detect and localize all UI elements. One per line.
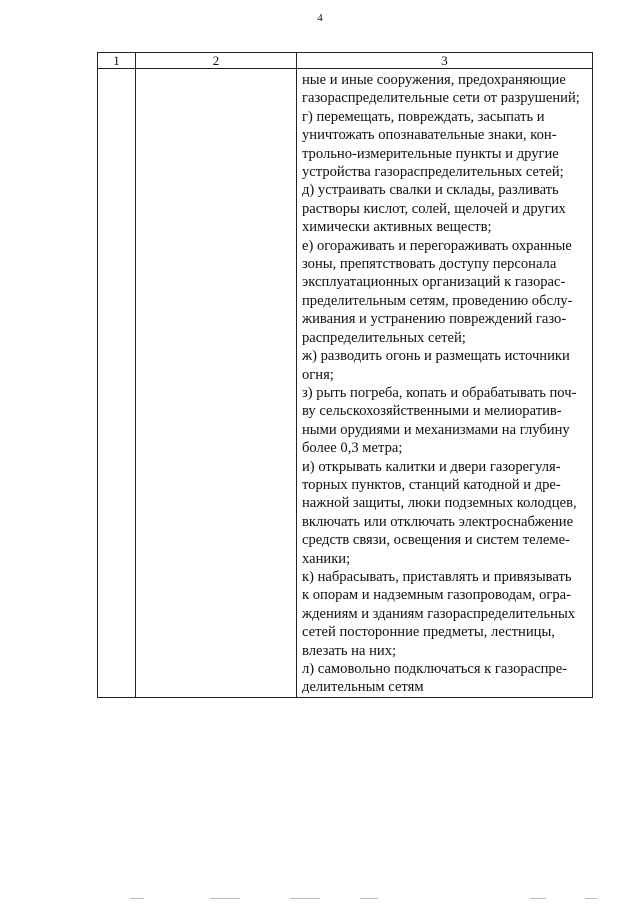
text-line: к) набрасывать, приставлять и привязывать	[302, 568, 572, 585]
body-cell-1	[98, 69, 136, 698]
text-line: пределительным сетям, проведению обслу-	[302, 292, 573, 309]
text-line: более 0,3 метра;	[302, 440, 403, 457]
text-line: устройства газораспределительных сетей;	[302, 164, 564, 181]
text-line: ные и иные сооружения, предохраняющие	[302, 72, 566, 88]
text-line: ными орудиями и механизмами на глубину	[302, 421, 570, 438]
text-line: газораспределительные сети от разрушений;	[302, 90, 580, 107]
table-header-row	[98, 53, 593, 69]
text-line: влезать на них;	[302, 642, 397, 659]
page-number: 4	[317, 12, 323, 24]
text-line: трольно-измерительные пункты и другие	[302, 145, 559, 162]
text-line: з) рыть погреба, копать и обрабатывать поч-	[302, 384, 577, 401]
text-line: сетей посторонние предметы, лестницы,	[302, 624, 555, 641]
header-cell-2: 2	[136, 53, 297, 69]
text-line: эксплуатационных организаций к газорас-	[302, 274, 566, 291]
text-line: ханики;	[302, 550, 351, 567]
body-cell-2	[136, 69, 297, 698]
text-line: растворы кислот, солей, щелочей и других	[302, 200, 566, 217]
text-line: распределительных сетей;	[302, 329, 466, 346]
text-line: огня;	[302, 366, 334, 383]
text-line: ждениям и зданиям газораспределительных	[302, 605, 576, 622]
text-line: д) устраивать свалки и склады, разливать	[302, 182, 559, 199]
text-line: ж) разводить огонь и размещать источники	[302, 348, 570, 365]
document-table	[97, 52, 593, 698]
text-line: нажной защиты, люки подземных колодцев,	[302, 495, 577, 512]
table-body-row	[98, 69, 593, 698]
text-line: и) открывать калитки и двери газорегуля-	[302, 458, 561, 475]
text-line: средств связи, освещения и систем телеме-	[302, 532, 570, 549]
prohibitions-text	[297, 69, 592, 697]
scan-footer-marks	[130, 898, 600, 901]
text-line: живания и устранению повреждений газо-	[302, 311, 567, 328]
header-cell-3: 3	[297, 53, 593, 69]
text-line: включать или отключать электроснабжение	[302, 513, 574, 530]
text-line: г) перемещать, повреждать, засыпать и	[302, 108, 545, 125]
header-cell-1: 1	[98, 53, 136, 69]
text-line: торных пунктов, станций катодной и дре-	[302, 476, 561, 493]
text-line: ву сельскохозяйственными и мелиоратив-	[302, 403, 562, 420]
text-line: зоны, препятствовать доступу персонала	[302, 256, 557, 273]
body-cell-3	[297, 69, 593, 698]
text-line: уничтожать опознавательные знаки, кон-	[302, 127, 557, 144]
text-line: к опорам и надземным газопроводам, огра-	[302, 587, 571, 604]
text-line: е) огораживать и перегораживать охранные	[302, 237, 572, 254]
text-line: химически активных веществ;	[302, 219, 492, 236]
text-line: л) самовольно подключаться к газораспре-	[302, 661, 568, 677]
text-line: делительным сетям	[302, 679, 424, 696]
